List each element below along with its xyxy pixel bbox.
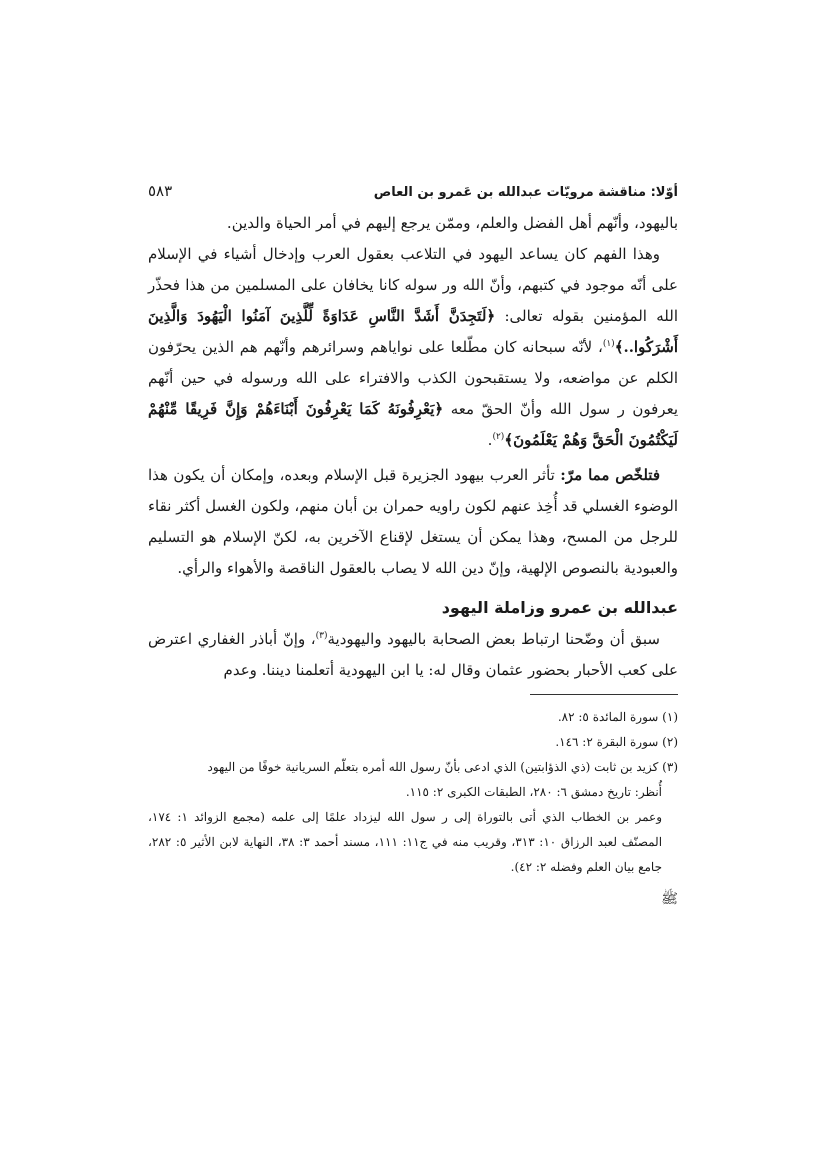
paragraph-2 xyxy=(148,239,678,456)
footnote-1: (١) سورة المائدة ٥: ٨٢. xyxy=(557,710,678,724)
footnotes xyxy=(148,705,678,880)
paragraph-2-text-a: وهذا الفهم كان يساعد اليهود في التلاعب بعقول العرب وإدخال أشياء في الإسلام على أنّه موجود في كتبهم، وأنّ الله ور سوله كانا يخافان على المسلمين من هذا فحذّر الله المؤمنين بقوله تعالى: xyxy=(148,245,678,325)
footnote-3: (٣) كزيد بن ثابت (ذي الذؤابتين) الذي ادعى بأنّ رسول الله أمره بتعلّم السريانية خوفًا من اليهود xyxy=(207,760,678,774)
paragraph-4-text-a: سبق أن وضّحنا ارتباط بعض الصحابة باليهود واليهودية xyxy=(327,630,660,648)
chapter-title: أوّلا: مناقشة مرويّات عبدالله بن عَمرو بن العاص xyxy=(373,185,678,200)
running-head xyxy=(148,182,678,200)
paragraph-3-text: تأثر العرب بيهود الجزيرة قبل الإسلام وبعده، وإمكان أن يكون هذا الوضوء الغسلي قد أُخِذ عنهم لكون راويه حمران بن أبان منهم، ولكون الغسل أكثر نقاء للرجل من المسح، وهذا يمكن أن يستغل لإقناع الآخرين به، لكنّ الإسلام هو التسليم والعبودية بالنصوص الإلهية، وإنّ دين الله لا يصاب بالعقول الناقصة والأهواء والرأي. xyxy=(148,466,678,577)
quran-verse-1: ﴿لَتَجِدَنَّ أَشَدَّ النَّاسِ عَدَاوَةً لِّلَّذِينَ آمَنُوا الْيَهُودَ وَالَّذِينَ أَشْرَكُوا..﴾ xyxy=(148,307,678,356)
footnote-ref-1[interactable]: (١) xyxy=(602,339,615,349)
summary-lead: فتلخّص مما مرّ: xyxy=(560,466,660,484)
footnote-2: (٢) سورة البقرة ٢: ١٤٦. xyxy=(555,735,678,749)
quran-verse-2: ﴿يَعْرِفُونَهُ كَمَا يَعْرِفُونَ أَبْنَاءَهُمْ وَإِنَّ فَرِيقًا مِّنْهُمْ لَيَكْتُمُونَ الْحَقَّ وَهُمْ يَعْلَمُونَ﴾ xyxy=(148,400,678,449)
paragraph-3 xyxy=(148,460,678,584)
page-number: ٥٨٣ xyxy=(148,182,173,200)
footnote-3-source: أُنظر: تاريخ دمشق ٦: ٢٨٠، الطبقات الكبرى ٢: ١١٥. xyxy=(405,785,662,799)
end-mark-icon: ﷺ xyxy=(661,891,678,907)
paragraph-4-text-b: ، وإنّ أباذر الغفاري اعترض على كعب الأحبار بحضور عثمان وقال له: يا ابن اليهودية أتعلمنا ديننا. وعدم xyxy=(148,630,678,679)
footnote-3-continued: وعمر بن الخطاب الذي أتى بالتوراة إلى ر سول الله ليزداد علمًا إلى علمه (مجمع الزوائد ١: ١٧٤، المصنّف لعبد الرزاق ١٠: ٣١٣، وقريب منه في ج١١: ١١١، مسند أحمد ٣: ٣٨، النهاية لابن الأثير ٥: ٢٨٢، جامع بيان العلم وفضله ٢: ٤٢). xyxy=(148,810,663,874)
footnote-ref-2[interactable]: (٢) xyxy=(492,432,505,442)
footnote-ref-3[interactable]: (٣) xyxy=(315,631,328,641)
section-heading: عبدالله بن عمرو وزاملة اليهود xyxy=(441,598,678,617)
paragraph-4 xyxy=(148,624,678,686)
paragraph-2-end: . xyxy=(487,431,493,449)
page xyxy=(148,182,678,910)
paragraph-2-text-b: ، لأنّه سبحانه كان مطّلعا على نواياهم وسرائرهم وأنّهم هم الذين يحرّفون الكلم عن مواضعه، ولا يستقبحون الكذب والافتراء على الله ورسوله في حين أنّهم يعرفون ر سول الله وأنّ الحقّ معه xyxy=(148,338,678,418)
footnote-divider xyxy=(530,694,678,695)
paragraph-1: باليهود، وأنّهم أهل الفضل والعلم، وممّن يرجع إليهم في أمر الحياة والدين. xyxy=(226,214,678,232)
